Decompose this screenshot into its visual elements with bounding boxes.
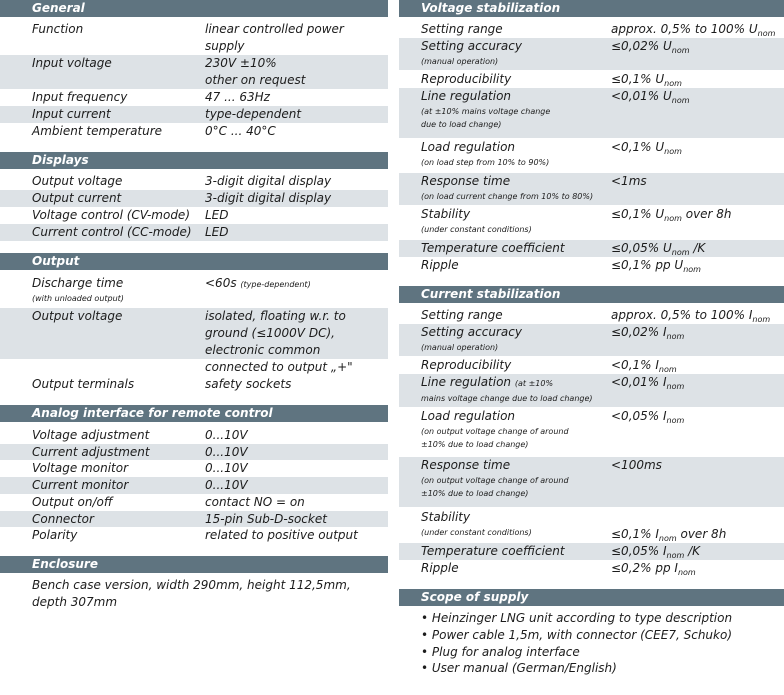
analog-label: Polarity bbox=[32, 528, 78, 542]
v-setting-accuracy-label-text: Setting accuracy bbox=[421, 39, 522, 53]
row-cc-mode bbox=[0, 224, 388, 241]
output-voltage-value-line-4: connected to output „+" bbox=[205, 360, 353, 374]
row-v-line-regulation bbox=[399, 88, 784, 138]
row-analog bbox=[0, 527, 388, 544]
v-setting-accuracy-note: (manual operation) bbox=[421, 57, 499, 66]
v-stability-note: (under constant conditions) bbox=[421, 225, 532, 234]
row-analog bbox=[0, 444, 388, 460]
c-line-regulation-value bbox=[611, 374, 784, 391]
v-line-regulation-value bbox=[611, 88, 784, 105]
analog-value: 0...10V bbox=[205, 445, 248, 459]
c-stability-note: (under constant conditions) bbox=[421, 528, 532, 537]
analog-value: 0...10V bbox=[205, 478, 248, 492]
v-load-regulation-value bbox=[611, 139, 784, 156]
subscript-nom: nom bbox=[666, 551, 685, 560]
v-temperature-coefficient-label: Temperature coefficient bbox=[421, 241, 565, 255]
c-temperature-coefficient-label: Temperature coefficient bbox=[421, 544, 565, 558]
c-setting-accuracy-value bbox=[611, 324, 784, 341]
c-stability-label-text: Stability bbox=[421, 510, 471, 524]
c-response-time-label-text: Response time bbox=[421, 458, 511, 472]
enclosure-text-line-2: depth 307mm bbox=[32, 595, 118, 609]
subscript-nom: nom bbox=[677, 568, 696, 577]
v-temperature-coefficient-text: ≤0,05% U bbox=[611, 241, 672, 255]
v-load-regulation-label-text: Load regulation bbox=[421, 140, 516, 154]
v-temperature-coefficient-text-post: /K bbox=[689, 241, 706, 255]
v-setting-range-label: Setting range bbox=[421, 22, 503, 36]
c-setting-range-text: approx. 0,5% to 100% I bbox=[611, 308, 753, 322]
c-line-regulation-inline-note: (at ±10% bbox=[514, 379, 554, 388]
display-output-voltage-value: 3-digit digital display bbox=[205, 174, 332, 188]
subscript-nom: nom bbox=[664, 147, 682, 156]
input-voltage-value bbox=[205, 55, 385, 89]
c-load-regulation-note-2: ±10% due to load change) bbox=[421, 440, 529, 449]
c-ripple-text: ≤0,2% pp I bbox=[611, 561, 678, 575]
c-setting-accuracy-label-text: Setting accuracy bbox=[421, 325, 522, 339]
section-header-general: General bbox=[0, 0, 388, 17]
v-load-regulation-text: <0,1% U bbox=[611, 140, 665, 154]
scope-item: • User manual (German/English) bbox=[421, 661, 617, 675]
discharge-time-value bbox=[205, 275, 385, 293]
row-output-voltage bbox=[0, 308, 388, 359]
v-ripple-value bbox=[611, 257, 784, 274]
row-analog bbox=[0, 494, 388, 511]
enclosure-text bbox=[32, 577, 351, 611]
analog-value: related to positive output bbox=[205, 528, 358, 542]
c-stability-text: ≤0,1% I bbox=[611, 527, 659, 541]
function-value-line-2: supply bbox=[205, 39, 245, 53]
c-load-regulation-label-text: Load regulation bbox=[421, 409, 516, 423]
c-line-regulation-label-text: Line regulation bbox=[421, 375, 512, 389]
row-input-current bbox=[0, 106, 388, 123]
c-load-regulation-label bbox=[421, 408, 621, 451]
subscript-nom: nom bbox=[671, 248, 690, 257]
v-stability-value bbox=[611, 206, 784, 223]
section-header-enclosure: Enclosure bbox=[0, 556, 388, 573]
analog-value: contact NO = on bbox=[205, 495, 305, 509]
input-voltage-value-line-1: 230V ±10% bbox=[205, 56, 277, 70]
output-terminals-label: Output terminals bbox=[32, 377, 135, 391]
ambient-temperature-label: Ambient temperature bbox=[32, 124, 163, 138]
row-output-terminals bbox=[0, 376, 388, 393]
v-response-time-value: <1ms bbox=[611, 174, 647, 188]
subscript-nom: nom bbox=[683, 265, 701, 274]
row-analog bbox=[0, 427, 388, 444]
c-line-regulation-label bbox=[421, 374, 621, 405]
row-c-setting-range bbox=[399, 307, 784, 324]
c-reproducibility-label: Reproducibility bbox=[421, 358, 512, 372]
subscript-nom: nom bbox=[752, 315, 771, 324]
v-stability-label bbox=[421, 206, 621, 236]
function-value bbox=[205, 21, 385, 55]
function-label: Function bbox=[32, 22, 84, 36]
cc-mode-label: Current control (CC-mode) bbox=[32, 225, 192, 239]
v-stability-text-post: over 8h bbox=[681, 207, 732, 221]
subscript-nom: nom bbox=[671, 46, 690, 55]
c-temperature-coefficient-text: ≤0,05% I bbox=[611, 544, 667, 558]
section-header-output: Output bbox=[0, 253, 388, 270]
c-setting-accuracy-text: ≤0,02% I bbox=[611, 325, 667, 339]
row-function bbox=[0, 21, 388, 55]
v-setting-range-value bbox=[611, 21, 784, 38]
row-display-output-current bbox=[0, 190, 388, 207]
v-line-regulation-text: <0,01% U bbox=[611, 89, 672, 103]
c-ripple-value bbox=[611, 560, 784, 577]
display-output-current-value: 3-digit digital display bbox=[205, 191, 332, 205]
c-load-regulation-value bbox=[611, 408, 784, 425]
v-response-time-note: (on load current change from 10% to 80%) bbox=[421, 192, 594, 201]
scope-item: • Power cable 1,5m, with connector (CEE7, Schuko) bbox=[421, 628, 733, 642]
row-c-response-time bbox=[399, 457, 784, 507]
output-terminals-value: safety sockets bbox=[205, 377, 292, 391]
ambient-temperature-value: 0°C ... 40°C bbox=[205, 124, 276, 138]
output-voltage-value-line-1: isolated, floating w.r. to bbox=[205, 309, 346, 323]
analog-label: Current adjustment bbox=[32, 445, 150, 459]
subscript-nom: nom bbox=[658, 365, 677, 374]
c-stability-label bbox=[421, 509, 621, 539]
input-current-label: Input current bbox=[32, 107, 111, 121]
output-voltage-value-line-2: ground (≤1000V DC), bbox=[205, 326, 335, 340]
output-voltage-label: Output voltage bbox=[32, 309, 123, 323]
v-line-regulation-note-1: (at ±10% mains voltage change bbox=[421, 107, 551, 116]
c-line-regulation-note-2: mains voltage change due to load change) bbox=[421, 394, 593, 403]
analog-label: Connector bbox=[32, 512, 94, 526]
row-v-setting-accuracy bbox=[399, 38, 784, 70]
input-current-value: type-dependent bbox=[205, 107, 302, 121]
c-response-time-note-1: (on output voltage change of around bbox=[421, 476, 569, 485]
row-v-setting-range bbox=[399, 21, 784, 38]
c-setting-accuracy-label bbox=[421, 324, 621, 354]
analog-value: 0...10V bbox=[205, 428, 248, 442]
cc-mode-value: LED bbox=[205, 225, 229, 239]
input-voltage-label: Input voltage bbox=[32, 56, 112, 70]
row-analog bbox=[0, 460, 388, 477]
c-reproducibility-value bbox=[611, 357, 784, 374]
discharge-time-value-note: (type-dependent) bbox=[240, 280, 311, 289]
analog-label: Voltage adjustment bbox=[32, 428, 150, 442]
c-stability-value bbox=[611, 526, 784, 543]
row-v-response-time bbox=[399, 173, 784, 205]
subscript-nom: nom bbox=[671, 96, 690, 105]
v-reproducibility-label: Reproducibility bbox=[421, 72, 512, 86]
v-ripple-label: Ripple bbox=[421, 258, 459, 272]
row-v-load-regulation bbox=[399, 139, 784, 172]
row-output-voltage-cont bbox=[0, 359, 388, 376]
c-reproducibility-text: <0,1% I bbox=[611, 358, 659, 372]
display-output-current-label: Output current bbox=[32, 191, 122, 205]
c-setting-range-label: Setting range bbox=[421, 308, 503, 322]
row-c-load-regulation bbox=[399, 408, 784, 456]
v-stability-text: ≤0,1% U bbox=[611, 207, 665, 221]
v-stability-label-text: Stability bbox=[421, 207, 471, 221]
analog-label: Voltage monitor bbox=[32, 461, 129, 475]
row-c-ripple bbox=[399, 560, 784, 577]
row-c-line-regulation bbox=[399, 374, 784, 407]
subscript-nom: nom bbox=[666, 332, 685, 341]
section-header-displays: Displays bbox=[0, 152, 388, 169]
subscript-nom: nom bbox=[757, 29, 776, 38]
analog-label: Output on/off bbox=[32, 495, 113, 509]
subscript-nom: nom bbox=[658, 534, 677, 543]
input-voltage-value-line-2: other on request bbox=[205, 73, 306, 87]
row-analog bbox=[0, 511, 388, 527]
row-display-output-voltage bbox=[0, 173, 388, 190]
enclosure-text-line-1: Bench case version, width 290mm, height 112,5mm, bbox=[32, 578, 351, 592]
row-v-ripple bbox=[399, 257, 784, 274]
c-line-regulation-label-line bbox=[421, 374, 621, 392]
subscript-nom: nom bbox=[664, 79, 682, 88]
discharge-time-label bbox=[32, 275, 202, 305]
row-c-setting-accuracy bbox=[399, 324, 784, 356]
c-stability-text-post: over 8h bbox=[676, 527, 727, 541]
v-temperature-coefficient-value bbox=[611, 240, 784, 257]
cv-mode-value: LED bbox=[205, 208, 229, 222]
v-reproducibility-value bbox=[611, 71, 784, 88]
scope-item: • Plug for analog interface bbox=[421, 645, 580, 659]
c-load-regulation-text: <0,05% I bbox=[611, 409, 667, 423]
right-column bbox=[399, 0, 784, 695]
v-reproducibility-text: ≤0,1% U bbox=[611, 72, 665, 86]
row-c-stability bbox=[399, 509, 784, 543]
v-ripple-text: ≤0,1% pp U bbox=[611, 258, 684, 272]
row-v-temperature-coefficient bbox=[399, 240, 784, 257]
row-input-voltage bbox=[0, 55, 388, 89]
display-output-voltage-label: Output voltage bbox=[32, 174, 123, 188]
analog-label: Current monitor bbox=[32, 478, 129, 492]
output-voltage-value-line-3: electronic common bbox=[205, 343, 321, 357]
cv-mode-label: Voltage control (CV-mode) bbox=[32, 208, 190, 222]
c-setting-accuracy-note: (manual operation) bbox=[421, 343, 499, 352]
section-header-current-stabilization: Current stabilization bbox=[399, 286, 784, 303]
output-voltage-value bbox=[205, 308, 385, 359]
row-discharge-time bbox=[0, 275, 388, 307]
row-ambient-temperature bbox=[0, 123, 388, 140]
row-v-stability bbox=[399, 206, 784, 239]
row-analog bbox=[0, 477, 388, 494]
v-setting-accuracy-label bbox=[421, 38, 621, 68]
c-ripple-label: Ripple bbox=[421, 561, 459, 575]
analog-value: 15-pin Sub-D-socket bbox=[205, 512, 327, 526]
row-v-reproducibility bbox=[399, 71, 784, 88]
v-setting-accuracy-value bbox=[611, 38, 784, 55]
input-frequency-value: 47 ... 63Hz bbox=[205, 90, 270, 104]
input-frequency-label: Input frequency bbox=[32, 90, 128, 104]
subscript-nom: nom bbox=[666, 416, 685, 425]
v-line-regulation-label-text: Line regulation bbox=[421, 89, 512, 103]
v-load-regulation-label bbox=[421, 139, 621, 169]
subscript-nom: nom bbox=[664, 214, 682, 223]
function-value-line-1: linear controlled power bbox=[205, 22, 344, 36]
c-response-time-value: <100ms bbox=[611, 458, 662, 472]
subscript-nom: nom bbox=[666, 382, 685, 391]
v-line-regulation-note-2: due to load change) bbox=[421, 120, 502, 129]
section-header-scope-of-supply: Scope of supply bbox=[399, 589, 784, 606]
analog-value: 0...10V bbox=[205, 461, 248, 475]
v-response-time-label-text: Response time bbox=[421, 174, 511, 188]
c-temperature-coefficient-text-post: /K bbox=[684, 544, 701, 558]
v-line-regulation-label bbox=[421, 88, 621, 131]
row-cv-mode bbox=[0, 207, 388, 224]
discharge-time-note: (with unloaded output) bbox=[32, 294, 124, 303]
section-header-analog-interface: Analog interface for remote control bbox=[0, 405, 388, 422]
section-header-voltage-stabilization: Voltage stabilization bbox=[399, 0, 784, 17]
row-c-temperature-coefficient bbox=[399, 543, 784, 560]
v-setting-range-text: approx. 0,5% to 100% U bbox=[611, 22, 758, 36]
row-c-reproducibility bbox=[399, 357, 784, 374]
c-temperature-coefficient-value bbox=[611, 543, 784, 560]
v-load-regulation-note: (on load step from 10% to 90%) bbox=[421, 158, 550, 167]
c-response-time-note-2: ±10% due to load change) bbox=[421, 489, 529, 498]
c-load-regulation-note-1: (on output voltage change of around bbox=[421, 427, 569, 436]
v-setting-accuracy-text: ≤0,02% U bbox=[611, 39, 672, 53]
c-line-regulation-text: <0,01% I bbox=[611, 375, 667, 389]
row-input-frequency bbox=[0, 89, 388, 106]
discharge-time-label-text: Discharge time bbox=[32, 276, 124, 290]
scope-item: • Heinzinger LNG unit according to type description bbox=[421, 611, 733, 625]
discharge-time-value-text: <60s bbox=[205, 276, 237, 290]
c-setting-range-value bbox=[611, 307, 784, 324]
c-response-time-label bbox=[421, 457, 621, 500]
v-response-time-label bbox=[421, 173, 621, 203]
